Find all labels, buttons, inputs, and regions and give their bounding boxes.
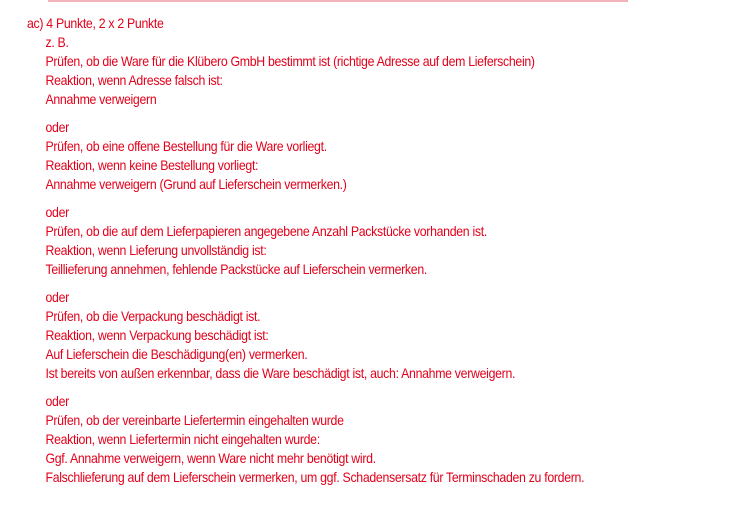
option-connector: oder <box>45 204 69 220</box>
answer-document <box>27 14 731 487</box>
option-line: Falschlieferung auf dem Lieferschein vermerken, um ggf. Schadensersatz für Terminschaden zu fordern. <box>45 469 585 485</box>
option-line: Auf Lieferschein die Beschädigung(en) vermerken. <box>45 346 308 362</box>
option-line: Annahme verweigern <box>45 91 157 107</box>
option-connector: oder <box>45 119 69 135</box>
option-line: Ggf. Annahme verweigern, wenn Ware nicht mehr benötigt wird. <box>45 450 376 466</box>
option-line: Reaktion, wenn Lieferung unvollständig ist: <box>45 242 267 258</box>
option-line: Prüfen, ob die Verpackung beschädigt ist. <box>45 308 261 324</box>
option-line: Teillieferung annehmen, fehlende Packstücke auf Lieferschein vermerken. <box>45 261 427 277</box>
option-1 <box>45 52 731 109</box>
option-4 <box>45 288 731 383</box>
answer-body <box>45 33 731 487</box>
option-line: Prüfen, ob die Ware für die Klübero GmbH bestimmt ist (richtige Adresse auf dem Lieferschein) <box>45 53 535 69</box>
option-5 <box>45 392 731 487</box>
answer-heading: ac) 4 Punkte, 2 x 2 Punkte <box>27 15 164 31</box>
option-line: Reaktion, wenn Adresse falsch ist: <box>45 72 223 88</box>
option-line: Reaktion, wenn Liefertermin nicht eingehalten wurde: <box>45 431 320 447</box>
option-line: Prüfen, ob der vereinbarte Liefertermin eingehalten wurde <box>45 412 344 428</box>
option-connector: oder <box>45 289 69 305</box>
option-line: Prüfen, ob die auf dem Lieferpapieren angegebene Anzahl Packstücke vorhanden ist. <box>45 223 487 239</box>
intro-text: z. B. <box>45 34 69 50</box>
option-line: Annahme verweigern (Grund auf Lieferschein vermerken.) <box>45 176 347 192</box>
option-connector: oder <box>45 393 69 409</box>
option-line: Reaktion, wenn Verpackung beschädigt ist: <box>45 327 269 343</box>
option-line: Prüfen, ob eine offene Bestellung für die Ware vorliegt. <box>45 138 327 154</box>
option-line: Reaktion, wenn keine Bestellung vorliegt: <box>45 157 259 173</box>
top-divider <box>48 0 628 2</box>
option-2 <box>45 118 731 194</box>
option-line: Ist bereits von außen erkennbar, dass die Ware beschädigt ist, auch: Annahme verweigern. <box>45 365 516 381</box>
option-3 <box>45 203 731 279</box>
